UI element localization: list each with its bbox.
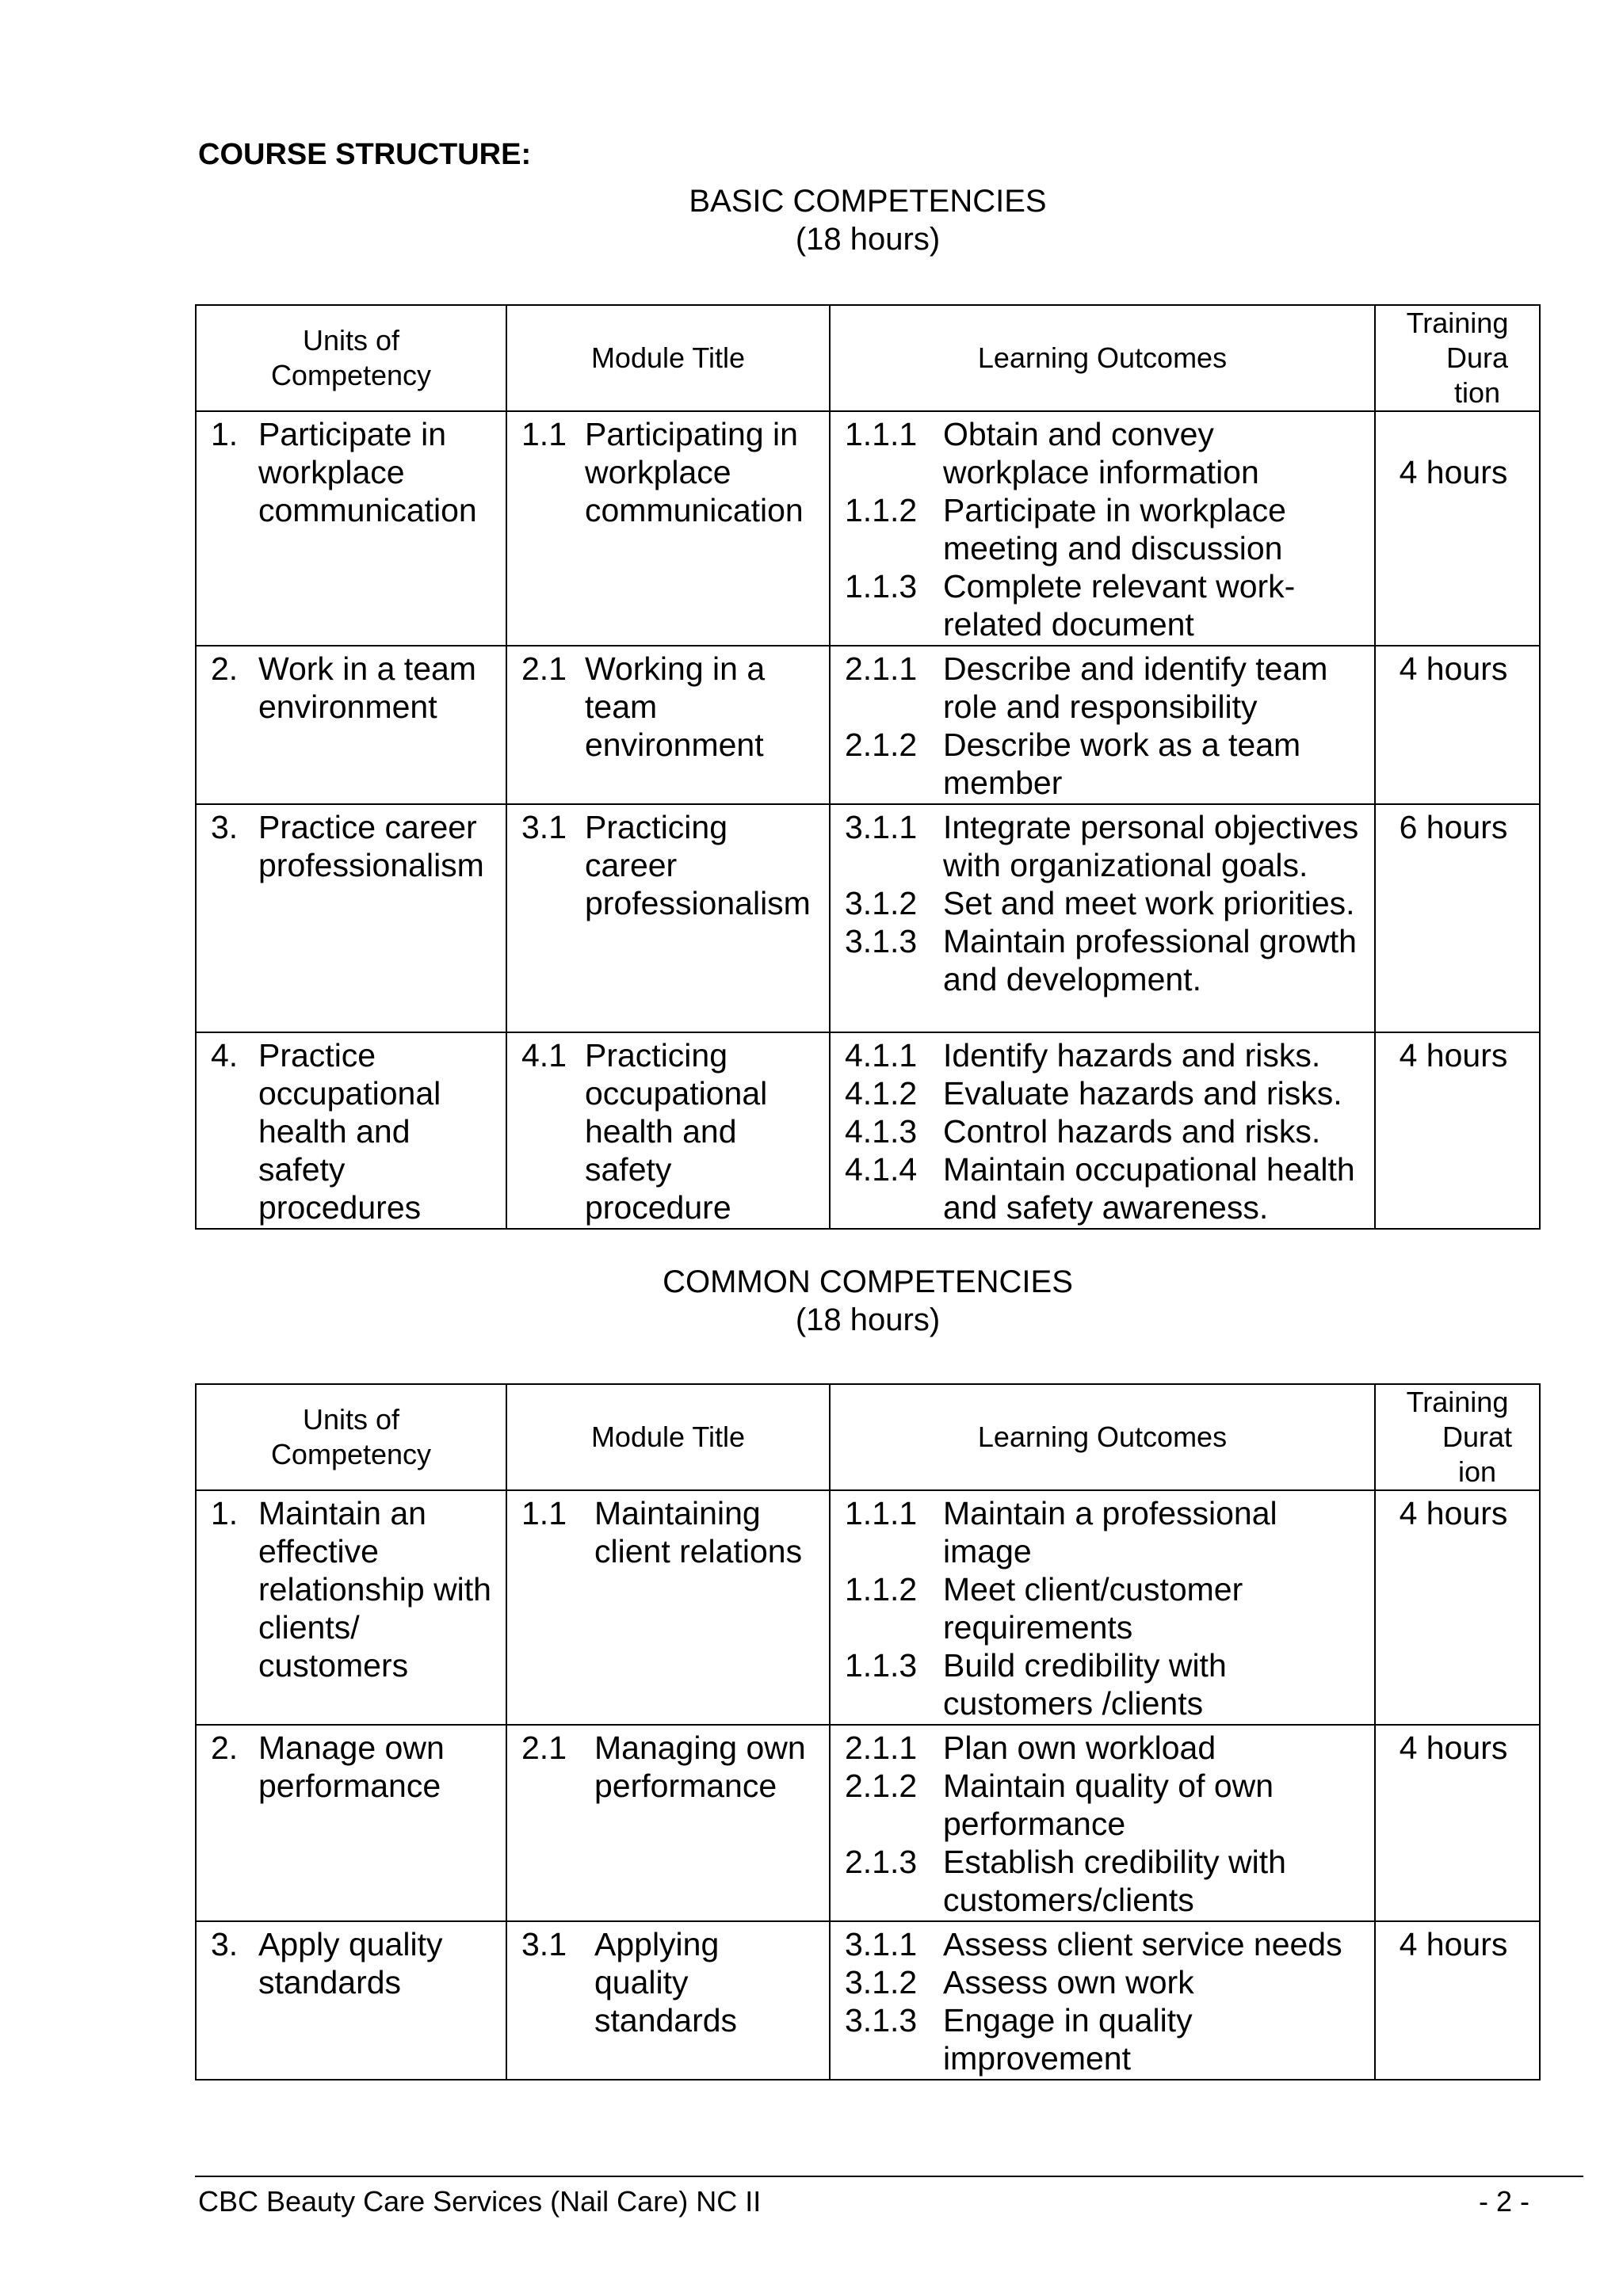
footer-divider — [195, 2176, 1583, 2177]
basic-title: BASIC COMPETENCIES — [689, 184, 1047, 219]
module-number: 4.1 — [521, 1037, 567, 1074]
outcome-text: Complete relevant work-related document — [943, 568, 1296, 643]
module-title: Working in a team environment — [585, 650, 766, 763]
outcome-number: 4.1.2 — [845, 1075, 918, 1112]
outcome-number: 1.1.1 — [845, 1495, 918, 1531]
module-title: Applying quality standards — [594, 1926, 738, 2039]
page-heading: COURSE STRUCTURE: — [198, 138, 532, 171]
header-units: Units of Competency — [196, 1384, 506, 1490]
table-header-row — [196, 1384, 1540, 1490]
unit-number: 2. — [211, 1730, 239, 1766]
unit-title: Participate in workplace communication — [258, 416, 477, 528]
basic-competencies-table — [195, 304, 1541, 1230]
header-module: Module Title — [506, 1384, 830, 1490]
table-row — [196, 411, 1540, 646]
module-number: 3.1 — [521, 809, 567, 845]
outcome-number: 4.1.4 — [845, 1151, 918, 1188]
outcome-number: 4.1.3 — [845, 1113, 918, 1150]
table-row — [196, 804, 1540, 1032]
outcome-text: Maintain a professional image — [943, 1495, 1277, 1569]
unit-number: 3. — [211, 1926, 239, 1962]
outcome-number: 1.1.3 — [845, 1647, 918, 1684]
basic-hours: (18 hours) — [795, 222, 941, 257]
duration: 4 hours — [1399, 1926, 1508, 1962]
outcome-text: Describe and identify team role and responsibility — [943, 650, 1328, 725]
unit-title: Practice career professionalism — [258, 809, 484, 883]
module-number: 1.1 — [521, 1495, 567, 1531]
module-number: 3.1 — [521, 1926, 567, 1962]
duration: 6 hours — [1399, 809, 1508, 845]
header-module: Module Title — [506, 305, 830, 411]
outcome-text: Assess own work — [943, 1964, 1194, 2000]
outcome-number: 2.1.3 — [845, 1844, 918, 1880]
table-row — [196, 1490, 1540, 1725]
unit-number: 3. — [211, 809, 239, 845]
outcome-text: Set and meet work priorities. — [943, 885, 1355, 921]
outcome-text: Maintain quality of own performance — [943, 1768, 1274, 1842]
common-hours: (18 hours) — [795, 1302, 941, 1337]
outcome-text: Control hazards and risks. — [943, 1113, 1321, 1150]
outcome-text: Meet client/customer requirements — [943, 1571, 1243, 1646]
unit-number: 2. — [211, 650, 239, 687]
outcome-text: Build credibility with customers /clients — [943, 1647, 1227, 1722]
basic-section-title — [0, 182, 1623, 258]
header-duration: Training Dura tion — [1375, 305, 1540, 411]
common-competencies-table — [195, 1383, 1541, 2081]
common-title: COMMON COMPETENCIES — [663, 1264, 1073, 1299]
footer-page-number: - 2 - — [1478, 2185, 1529, 2218]
module-title: Participating in workplace communication — [585, 416, 804, 528]
module-number: 2.1 — [521, 650, 567, 687]
outcome-text: Integrate personal objectives with organizational goals. — [943, 809, 1359, 883]
outcome-number: 3.1.2 — [845, 885, 918, 921]
outcome-text: Engage in quality improvement — [943, 2002, 1193, 2077]
outcome-number: 3.1.1 — [845, 1926, 918, 1962]
outcome-text: Obtain and convey workplace information — [943, 416, 1259, 490]
module-number: 1.1 — [521, 416, 567, 452]
footer-course-title: CBC Beauty Care Services (Nail Care) NC II — [198, 2185, 762, 2218]
outcome-text: Identify hazards and risks. — [943, 1037, 1321, 1074]
module-title: Practicing career professionalism — [585, 809, 811, 921]
duration: 4 hours — [1399, 1495, 1508, 1531]
outcome-number: 2.1.1 — [845, 1730, 918, 1766]
duration: 4 hours — [1399, 650, 1508, 687]
module-title: Practicing occupational health and safety procedure — [585, 1037, 768, 1226]
outcome-text: Maintain occupational health and safety awareness. — [943, 1151, 1355, 1226]
outcome-text: Describe work as a team member — [943, 727, 1301, 801]
unit-title: Apply quality standards — [258, 1926, 443, 2000]
header-outcomes: Learning Outcomes — [830, 1384, 1375, 1490]
outcome-text: Evaluate hazards and risks. — [943, 1075, 1342, 1112]
module-number: 2.1 — [521, 1730, 567, 1766]
outcome-number: 1.1.2 — [845, 1571, 918, 1608]
module-title: Managing own performance — [594, 1730, 806, 1804]
unit-title: Maintain an effective relationship with clients/ customers — [258, 1495, 491, 1684]
outcome-number: 2.1.2 — [845, 1768, 918, 1804]
outcome-number: 4.1.1 — [845, 1037, 918, 1074]
outcome-number: 1.1.2 — [845, 492, 918, 528]
outcome-number: 3.1.1 — [845, 809, 918, 845]
unit-number: 4. — [211, 1037, 239, 1074]
outcome-number: 3.1.3 — [845, 923, 918, 959]
outcome-text: Maintain professional growth and development. — [943, 923, 1357, 997]
table-row — [196, 1032, 1540, 1229]
unit-title: Practice occupational health and safety procedures — [258, 1037, 441, 1226]
table-row — [196, 1921, 1540, 2080]
outcome-number: 2.1.1 — [845, 650, 918, 687]
unit-number: 1. — [211, 416, 239, 452]
common-section-title — [0, 1263, 1623, 1339]
table-row — [196, 646, 1540, 804]
outcome-number: 1.1.1 — [845, 416, 918, 452]
unit-number: 1. — [211, 1495, 239, 1531]
unit-title: Manage own performance — [258, 1730, 445, 1804]
header-outcomes: Learning Outcomes — [830, 305, 1375, 411]
outcome-text: Assess client service needs — [943, 1926, 1342, 1962]
unit-title: Work in a team environment — [258, 650, 476, 725]
outcome-text: Participate in workplace meeting and discussion — [943, 492, 1286, 566]
header-units: Units of Competency — [196, 305, 506, 411]
outcome-text: Plan own workload — [943, 1730, 1216, 1766]
duration: 4 hours — [1399, 1037, 1508, 1074]
duration: 4 hours — [1399, 1730, 1508, 1766]
outcome-number: 1.1.3 — [845, 568, 918, 605]
outcome-text: Establish credibility with customers/clients — [943, 1844, 1286, 1918]
header-duration: Training Durat ion — [1375, 1384, 1540, 1490]
table-row — [196, 1725, 1540, 1921]
module-title: Maintaining client relations — [594, 1495, 803, 1569]
outcome-number: 2.1.2 — [845, 727, 918, 763]
table-header-row — [196, 305, 1540, 411]
duration: 4 hours — [1399, 454, 1508, 490]
outcome-number: 3.1.2 — [845, 1964, 918, 2000]
outcome-number: 3.1.3 — [845, 2002, 918, 2039]
